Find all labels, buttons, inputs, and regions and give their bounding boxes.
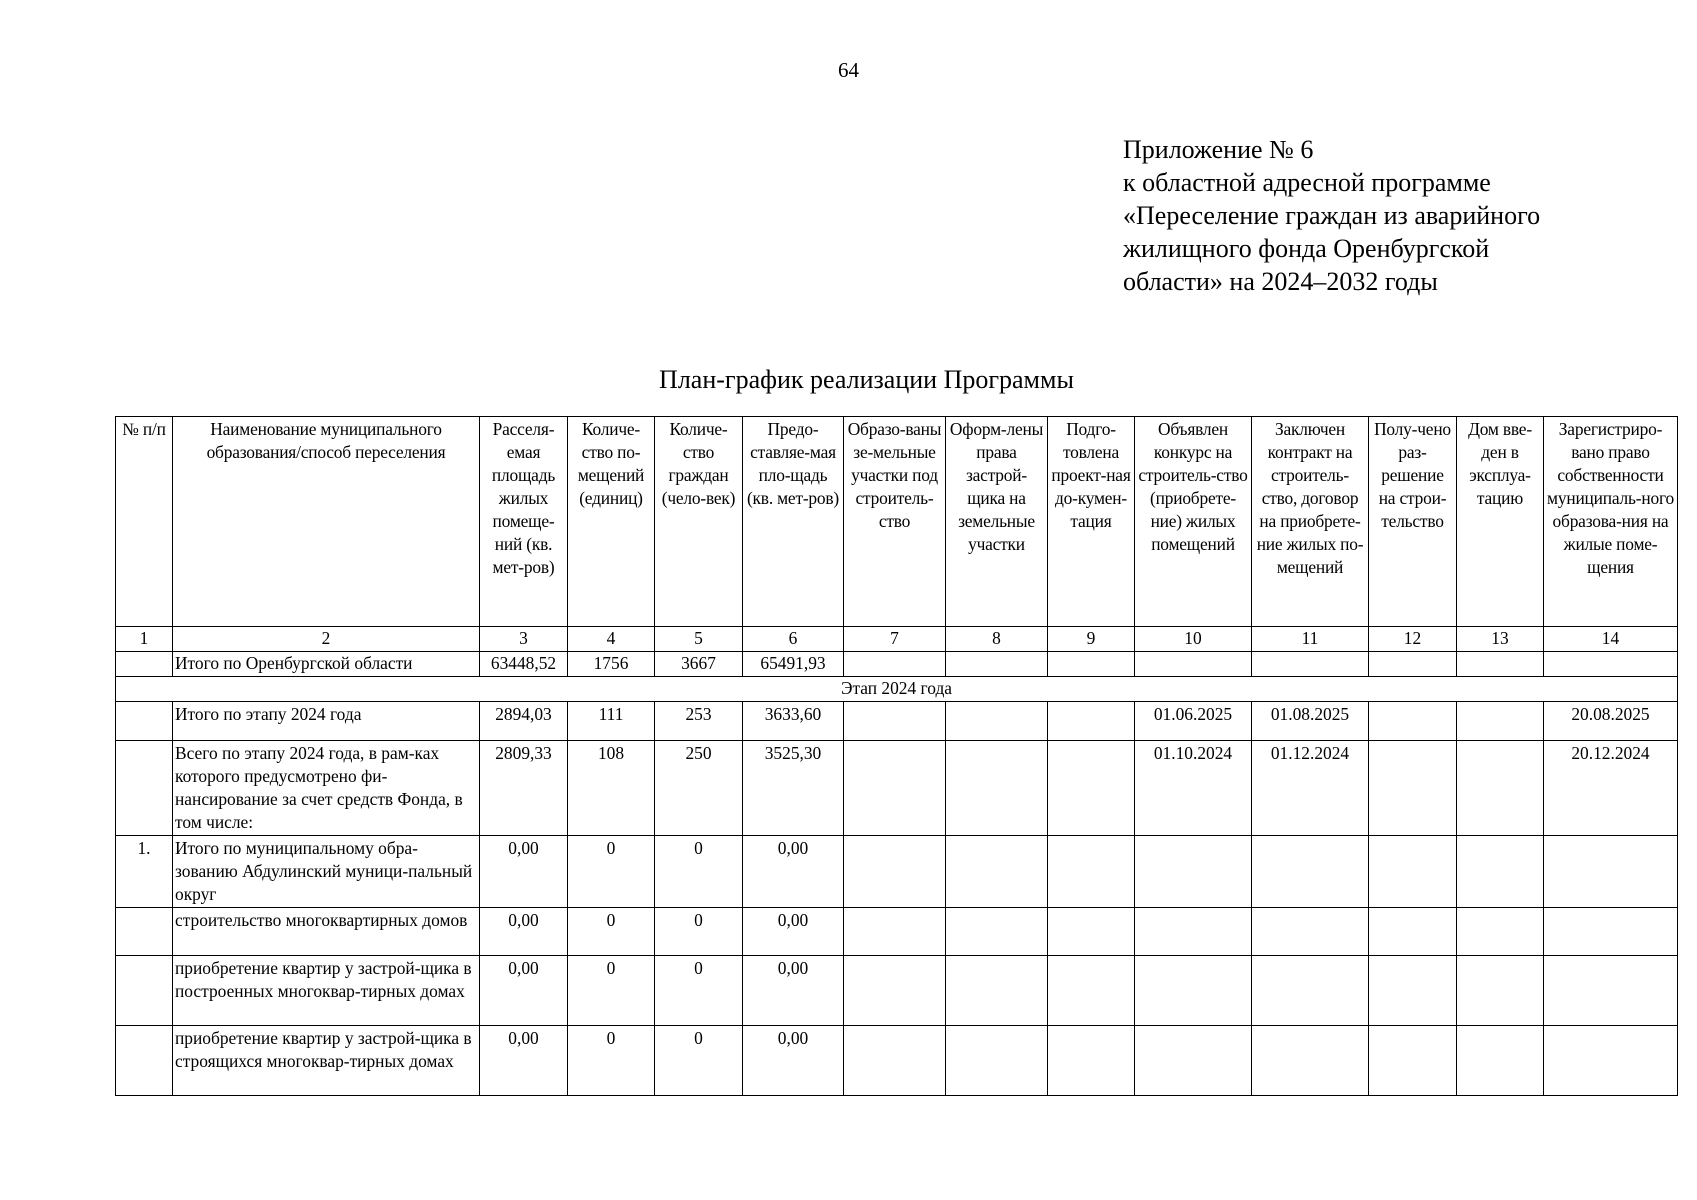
table-row — [116, 741, 1678, 836]
appendix-line: жилищного фонда Оренбургской — [1123, 234, 1490, 263]
column-number: 10 — [1135, 627, 1252, 652]
cell-provided-area: 3525,30 — [743, 741, 844, 836]
appendix-line: «Переселение граждан из аварийного — [1123, 201, 1541, 230]
cell-premises: 0 — [568, 836, 655, 908]
cell-provided-area: 65491,93 — [743, 652, 844, 677]
cell-developer-rights — [946, 836, 1048, 908]
cell-land-plots — [844, 741, 946, 836]
cell-developer-rights — [946, 956, 1048, 1026]
appendix-line: Приложение № 6 — [1123, 135, 1314, 164]
row-name: Итого по Оренбургской области — [173, 652, 480, 677]
cell-permit-received — [1369, 836, 1457, 908]
row-name: строительство многоквартирных домов — [173, 908, 480, 956]
column-number: 13 — [1457, 627, 1544, 652]
cell-house-commissioned — [1457, 956, 1544, 1026]
cell-ownership-registered — [1544, 1026, 1678, 1096]
cell-citizens: 0 — [655, 908, 743, 956]
plan-schedule-table — [115, 416, 1678, 1096]
table-row — [116, 702, 1678, 741]
table-row — [116, 956, 1678, 1026]
cell-project-docs — [1048, 741, 1135, 836]
row-number: 1. — [116, 836, 173, 908]
cell-premises: 111 — [568, 702, 655, 741]
row-number — [116, 956, 173, 1026]
cell-citizens: 253 — [655, 702, 743, 741]
row-number — [116, 652, 173, 677]
cell-contract-signed — [1252, 956, 1369, 1026]
cell-land-plots — [844, 836, 946, 908]
cell-developer-rights — [946, 1026, 1048, 1096]
cell-citizens: 3667 — [655, 652, 743, 677]
column-number: 2 — [173, 627, 480, 652]
cell-project-docs — [1048, 908, 1135, 956]
cell-permit-received — [1369, 1026, 1457, 1096]
cell-developer-rights — [946, 741, 1048, 836]
cell-ownership-registered — [1544, 956, 1678, 1026]
cell-ownership-registered: 20.08.2025 — [1544, 702, 1678, 741]
cell-contract-signed — [1252, 1026, 1369, 1096]
header-cell: Подго-товлена проект-ная до-кумен-тация — [1048, 417, 1135, 627]
table-row — [116, 652, 1678, 677]
cell-provided-area: 0,00 — [743, 908, 844, 956]
cell-tender-announced: 01.06.2025 — [1135, 702, 1252, 741]
column-number-row — [116, 627, 1678, 652]
stage-row — [116, 677, 1678, 702]
cell-tender-announced — [1135, 836, 1252, 908]
table-row — [116, 908, 1678, 956]
cell-land-plots — [844, 702, 946, 741]
row-name: Всего по этапу 2024 года, в рам-ках которого предусмотрено фи-нансирование за счет средств Фонда, в том числе: — [173, 741, 480, 836]
header-cell: Расселя-емая площадь жилых помеще-ний (кв. мет-ров) — [480, 417, 568, 627]
empty-cell — [946, 652, 1048, 677]
empty-cell — [1252, 652, 1369, 677]
table-header-row — [116, 417, 1678, 627]
column-number: 9 — [1048, 627, 1135, 652]
cell-citizens: 0 — [655, 956, 743, 1026]
header-cell: Количе-ство граждан (чело-век) — [655, 417, 743, 627]
cell-land-plots — [844, 908, 946, 956]
empty-cell — [844, 652, 946, 677]
cell-ownership-registered — [1544, 836, 1678, 908]
cell-provided-area: 3633,60 — [743, 702, 844, 741]
cell-tender-announced — [1135, 908, 1252, 956]
column-number: 1 — [116, 627, 173, 652]
column-number: 3 — [480, 627, 568, 652]
empty-cell — [1048, 652, 1135, 677]
cell-project-docs — [1048, 956, 1135, 1026]
cell-citizens: 0 — [655, 836, 743, 908]
table-row — [116, 1026, 1678, 1096]
cell-area: 0,00 — [480, 1026, 568, 1096]
cell-project-docs — [1048, 1026, 1135, 1096]
header-cell: Зарегистриро-вано право собственности муниципаль-ного образова-ния на жилые поме-щения — [1544, 417, 1678, 627]
cell-area: 2809,33 — [480, 741, 568, 836]
document-title: План-график реализации Программы — [659, 365, 1074, 394]
table-row — [116, 836, 1678, 908]
row-name: Итого по этапу 2024 года — [173, 702, 480, 741]
cell-ownership-registered — [1544, 908, 1678, 956]
cell-contract-signed: 01.08.2025 — [1252, 702, 1369, 741]
cell-developer-rights — [946, 702, 1048, 741]
cell-area: 2894,03 — [480, 702, 568, 741]
cell-contract-signed — [1252, 836, 1369, 908]
column-number: 12 — [1369, 627, 1457, 652]
empty-cell — [1135, 652, 1252, 677]
cell-area: 0,00 — [480, 836, 568, 908]
stage-label: Этап 2024 года — [116, 677, 1678, 702]
header-cell: Полу-чено раз-решение на строи-тельство — [1369, 417, 1457, 627]
header-cell: Наименование муниципального образования/способ переселения — [173, 417, 480, 627]
cell-project-docs — [1048, 702, 1135, 741]
header-cell: Количе-ство по-мещений (единиц) — [568, 417, 655, 627]
cell-permit-received — [1369, 702, 1457, 741]
cell-developer-rights — [946, 908, 1048, 956]
cell-tender-announced: 01.10.2024 — [1135, 741, 1252, 836]
cell-permit-received — [1369, 908, 1457, 956]
column-number: 6 — [743, 627, 844, 652]
column-number: 5 — [655, 627, 743, 652]
appendix-line: области» на 2024–2032 годы — [1123, 267, 1438, 296]
header-cell: Дом вве-ден в эксплуа-тацию — [1457, 417, 1544, 627]
cell-contract-signed: 01.12.2024 — [1252, 741, 1369, 836]
cell-area: 63448,52 — [480, 652, 568, 677]
header-cell: Предо-ставляе-мая пло-щадь (кв. мет-ров) — [743, 417, 844, 627]
cell-permit-received — [1369, 741, 1457, 836]
cell-ownership-registered: 20.12.2024 — [1544, 741, 1678, 836]
header-cell: № п/п — [116, 417, 173, 627]
cell-area: 0,00 — [480, 908, 568, 956]
row-name: приобретение квартир у застрой-щика в построенных многоквар-тирных домах — [173, 956, 480, 1026]
appendix-block — [1123, 133, 1540, 298]
cell-premises: 1756 — [568, 652, 655, 677]
row-name: Итого по муниципальному обра-зованию Абдулинский муници-пальный округ — [173, 836, 480, 908]
cell-land-plots — [844, 1026, 946, 1096]
cell-house-commissioned — [1457, 836, 1544, 908]
row-number — [116, 908, 173, 956]
page-number: 64 — [838, 58, 859, 82]
cell-premises: 0 — [568, 908, 655, 956]
column-number: 4 — [568, 627, 655, 652]
row-number — [116, 1026, 173, 1096]
cell-tender-announced — [1135, 956, 1252, 1026]
cell-house-commissioned — [1457, 702, 1544, 741]
cell-citizens: 0 — [655, 1026, 743, 1096]
row-number — [116, 741, 173, 836]
empty-cell — [1369, 652, 1457, 677]
cell-provided-area: 0,00 — [743, 956, 844, 1026]
cell-house-commissioned — [1457, 908, 1544, 956]
appendix-line: к областной адресной программе — [1123, 168, 1491, 197]
cell-area: 0,00 — [480, 956, 568, 1026]
row-number — [116, 702, 173, 741]
empty-cell — [1457, 652, 1544, 677]
cell-land-plots — [844, 956, 946, 1026]
empty-cell — [1544, 652, 1678, 677]
cell-citizens: 250 — [655, 741, 743, 836]
cell-house-commissioned — [1457, 741, 1544, 836]
cell-provided-area: 0,00 — [743, 836, 844, 908]
cell-premises: 0 — [568, 1026, 655, 1096]
column-number: 14 — [1544, 627, 1678, 652]
column-number: 7 — [844, 627, 946, 652]
cell-premises: 108 — [568, 741, 655, 836]
header-cell: Образо-ваны зе-мельные участки под строитель-ство — [844, 417, 946, 627]
cell-contract-signed — [1252, 908, 1369, 956]
header-cell: Заключен контракт на строитель-ство, договор на приобрете-ние жилых по-мещений — [1252, 417, 1369, 627]
column-number: 11 — [1252, 627, 1369, 652]
cell-tender-announced — [1135, 1026, 1252, 1096]
cell-permit-received — [1369, 956, 1457, 1026]
cell-provided-area: 0,00 — [743, 1026, 844, 1096]
header-cell: Объявлен конкурс на строитель-ство (приобрете-ние) жилых помещений — [1135, 417, 1252, 627]
row-name: приобретение квартир у застрой-щика в строящихся многоквар-тирных домах — [173, 1026, 480, 1096]
cell-house-commissioned — [1457, 1026, 1544, 1096]
cell-premises: 0 — [568, 956, 655, 1026]
header-cell: Оформ-лены права застрой-щика на земельные участки — [946, 417, 1048, 627]
cell-project-docs — [1048, 836, 1135, 908]
column-number: 8 — [946, 627, 1048, 652]
